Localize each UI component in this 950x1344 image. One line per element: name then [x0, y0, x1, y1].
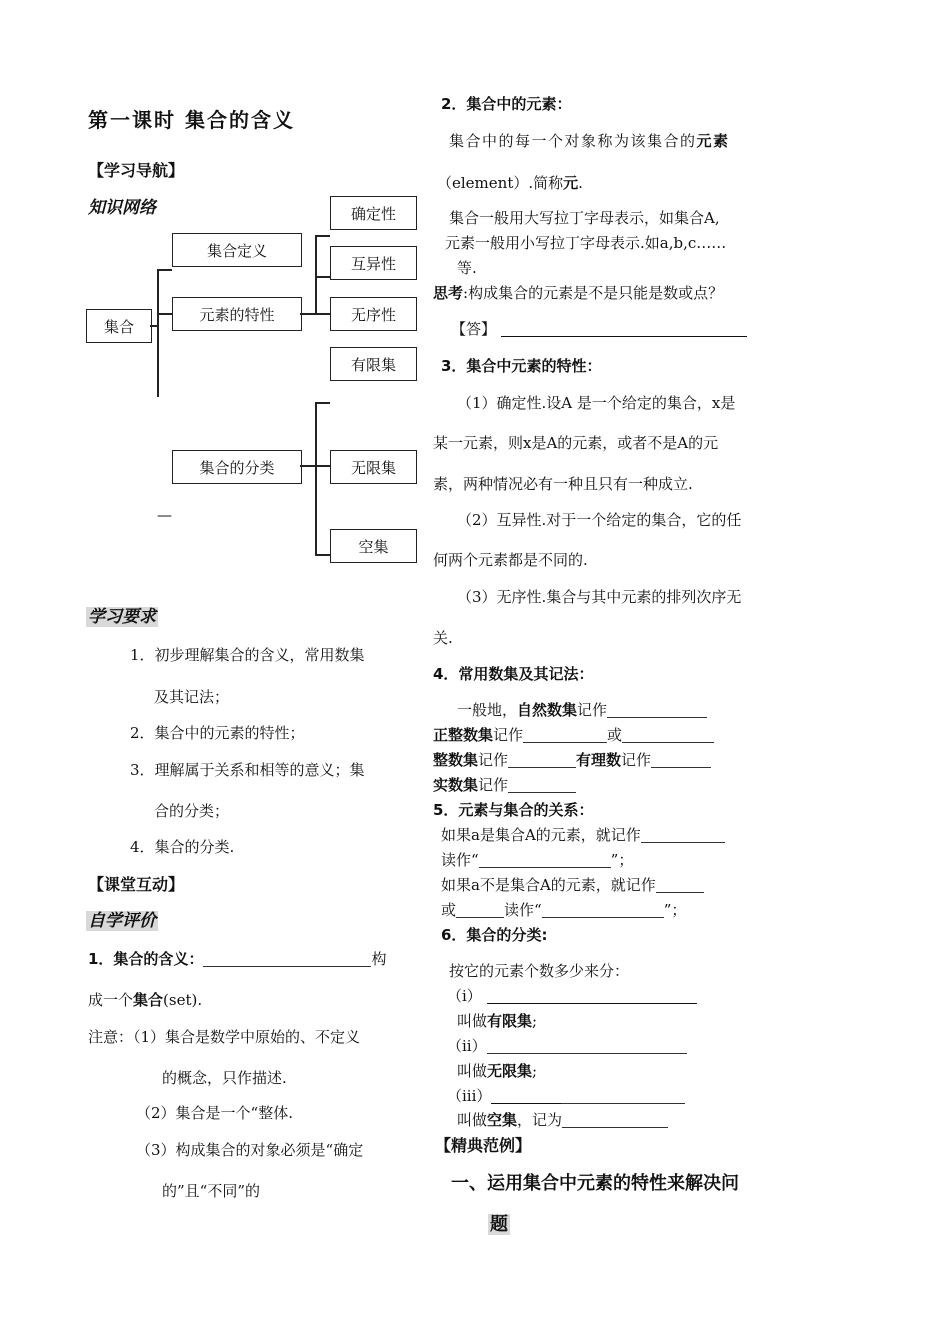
- answer-blank[interactable]: [508, 778, 576, 793]
- s5-line-3: 如果a不是集合A的元素，就记作: [441, 878, 704, 893]
- s6-i-name: 叫做有限集;: [457, 1012, 538, 1030]
- note-3-cont: 的”且“不同”的: [162, 1182, 261, 1200]
- section-3-title: 3．集合中元素的特性：: [441, 357, 602, 375]
- answer-line: 【答】: [451, 322, 747, 337]
- s4-line-2: 正整数集记作 或: [433, 728, 714, 743]
- connector: [315, 235, 330, 237]
- s4-line-4: 实数集记作: [433, 778, 576, 793]
- requirement-item: 3．理解属于关系和相等的意义；集: [130, 761, 365, 779]
- examples-header: 【精典范例】: [435, 1136, 532, 1155]
- example-1-title-cont: 题: [490, 1214, 508, 1235]
- section-2-title: 2．集合中的元素：: [441, 95, 572, 113]
- answer-blank[interactable]: [487, 989, 697, 1004]
- note-1-cont: 的概念，只作描述.: [162, 1069, 287, 1087]
- node-set-classification: 集合的分类: [172, 450, 302, 484]
- connector: [157, 313, 172, 315]
- knowledge-net-heading: 知识网络: [88, 198, 156, 218]
- example-1-title: 一、运用集合中元素的特性来解决问: [451, 1173, 739, 1194]
- requirement-item: 1．初步理解集合的含义，常用数集: [130, 646, 365, 664]
- answer-blank[interactable]: [542, 903, 664, 918]
- set-meaning-line: 1．集合的含义： 构: [88, 950, 387, 968]
- note-2: （2）集合是一个“整体.: [136, 1104, 293, 1122]
- answer-blank[interactable]: [491, 1089, 561, 1104]
- answer-blank[interactable]: [622, 728, 714, 743]
- requirements-heading: 学习要求: [88, 607, 156, 627]
- node-empty-set: 空集: [330, 529, 417, 563]
- connector: [315, 235, 317, 315]
- answer-blank[interactable]: [456, 903, 504, 918]
- s3-line: 某一元素，则x是A的元素，或者不是A的元: [433, 434, 719, 452]
- requirement-item: 及其记法；: [154, 688, 230, 706]
- requirement-item: 4．集合的分类.: [130, 838, 235, 856]
- connector: [157, 269, 172, 271]
- answer-blank[interactable]: [203, 952, 371, 967]
- s2-line-2: （element）.简称元.: [437, 174, 583, 192]
- connector: [315, 402, 317, 555]
- node-set-definition: 集合定义: [172, 233, 302, 267]
- s6-i-line: （i）: [447, 989, 697, 1004]
- s2-line-5: 等.: [457, 259, 477, 277]
- connector: [315, 554, 330, 556]
- section-5-title: 5．元素与集合的关系：: [433, 801, 594, 819]
- s2-line-4: 元素一般用小写拉丁字母表示.如a,b,c……: [445, 234, 727, 252]
- answer-blank[interactable]: [607, 703, 707, 718]
- connector: [315, 276, 330, 278]
- s6-iii-line: （iii）: [447, 1089, 685, 1104]
- s5-line-1: 如果a是集合A的元素，就记作: [441, 828, 725, 843]
- think-question: 思考:构成集合的元素是不是只能是数或点？: [433, 284, 724, 302]
- answer-blank[interactable]: [487, 1039, 687, 1054]
- s6-ii-name: 叫做无限集;: [457, 1062, 538, 1080]
- answer-blank[interactable]: [479, 853, 611, 868]
- section-4-title: 4．常用数集及其记法：: [433, 665, 594, 683]
- s5-line-2: 读作“ ”；: [441, 851, 634, 869]
- node-finite-set: 有限集: [330, 347, 417, 381]
- answer-blank[interactable]: [501, 322, 747, 337]
- s2-line-3: 集合一般用大写拉丁字母表示，如集合A,: [449, 209, 720, 227]
- answer-blank[interactable]: [651, 753, 711, 768]
- s3-line: （1）确定性.设A 是一个给定的集合，x是: [457, 394, 736, 412]
- self-evaluation-heading: 自学评价: [88, 911, 156, 931]
- answer-blank[interactable]: [523, 728, 607, 743]
- note-3: （3）构成集合的对象必须是“确定: [136, 1141, 364, 1159]
- stray-dash: —: [157, 506, 172, 524]
- requirement-item: 合的分类；: [154, 802, 230, 820]
- answer-blank[interactable]: [561, 1089, 685, 1104]
- node-distinctness: 互异性: [330, 246, 417, 280]
- nav-header: 【学习导航】: [88, 161, 185, 180]
- node-infinite-set: 无限集: [330, 450, 417, 484]
- node-unorderedness: 无序性: [330, 297, 417, 331]
- s3-line: （2）互异性.对于一个给定的集合，它的任: [457, 511, 742, 529]
- s4-line-3: 整数集记作 有理数记作: [433, 753, 711, 768]
- requirement-item: 2．集合中的元素的特性；: [130, 724, 305, 742]
- s4-line-1: 一般地，自然数集记作: [457, 703, 707, 718]
- s3-line: 何两个元素都是不同的.: [433, 551, 588, 569]
- node-definiteness: 确定性: [330, 196, 417, 230]
- node-set: 集合: [86, 309, 152, 343]
- section-6-title: 6．集合的分类:: [441, 926, 548, 944]
- s2-line-1: 集合中的每一个对象称为该集合的元素: [449, 132, 730, 150]
- set-meaning-line-2: 成一个集合(set).: [88, 991, 203, 1009]
- answer-blank[interactable]: [641, 828, 725, 843]
- s3-line: 素，两种情况必有一种且只有一种成立.: [433, 475, 693, 493]
- s3-line: 关.: [433, 629, 453, 647]
- connector: [157, 269, 159, 397]
- s6-ii-line: （ii）: [447, 1039, 687, 1054]
- class-interaction-header: 【课堂互动】: [88, 875, 185, 894]
- answer-blank[interactable]: [508, 753, 576, 768]
- s3-line: （3）无序性.集合与其中元素的排列次序无: [457, 588, 742, 606]
- note-1: 注意：（1）集合是数学中原始的、不定义: [88, 1028, 361, 1046]
- page-title: 第一课时 集合的含义: [88, 108, 295, 132]
- s6-line-1: 按它的元素个数多少来分：: [449, 962, 630, 980]
- connector: [315, 402, 330, 404]
- node-element-properties: 元素的特性: [172, 297, 302, 331]
- answer-blank[interactable]: [562, 1113, 668, 1128]
- answer-blank[interactable]: [656, 878, 704, 893]
- s6-iii-name: 叫做空集，记为: [457, 1113, 668, 1128]
- s5-line-4: 或 读作“ ”；: [441, 901, 687, 919]
